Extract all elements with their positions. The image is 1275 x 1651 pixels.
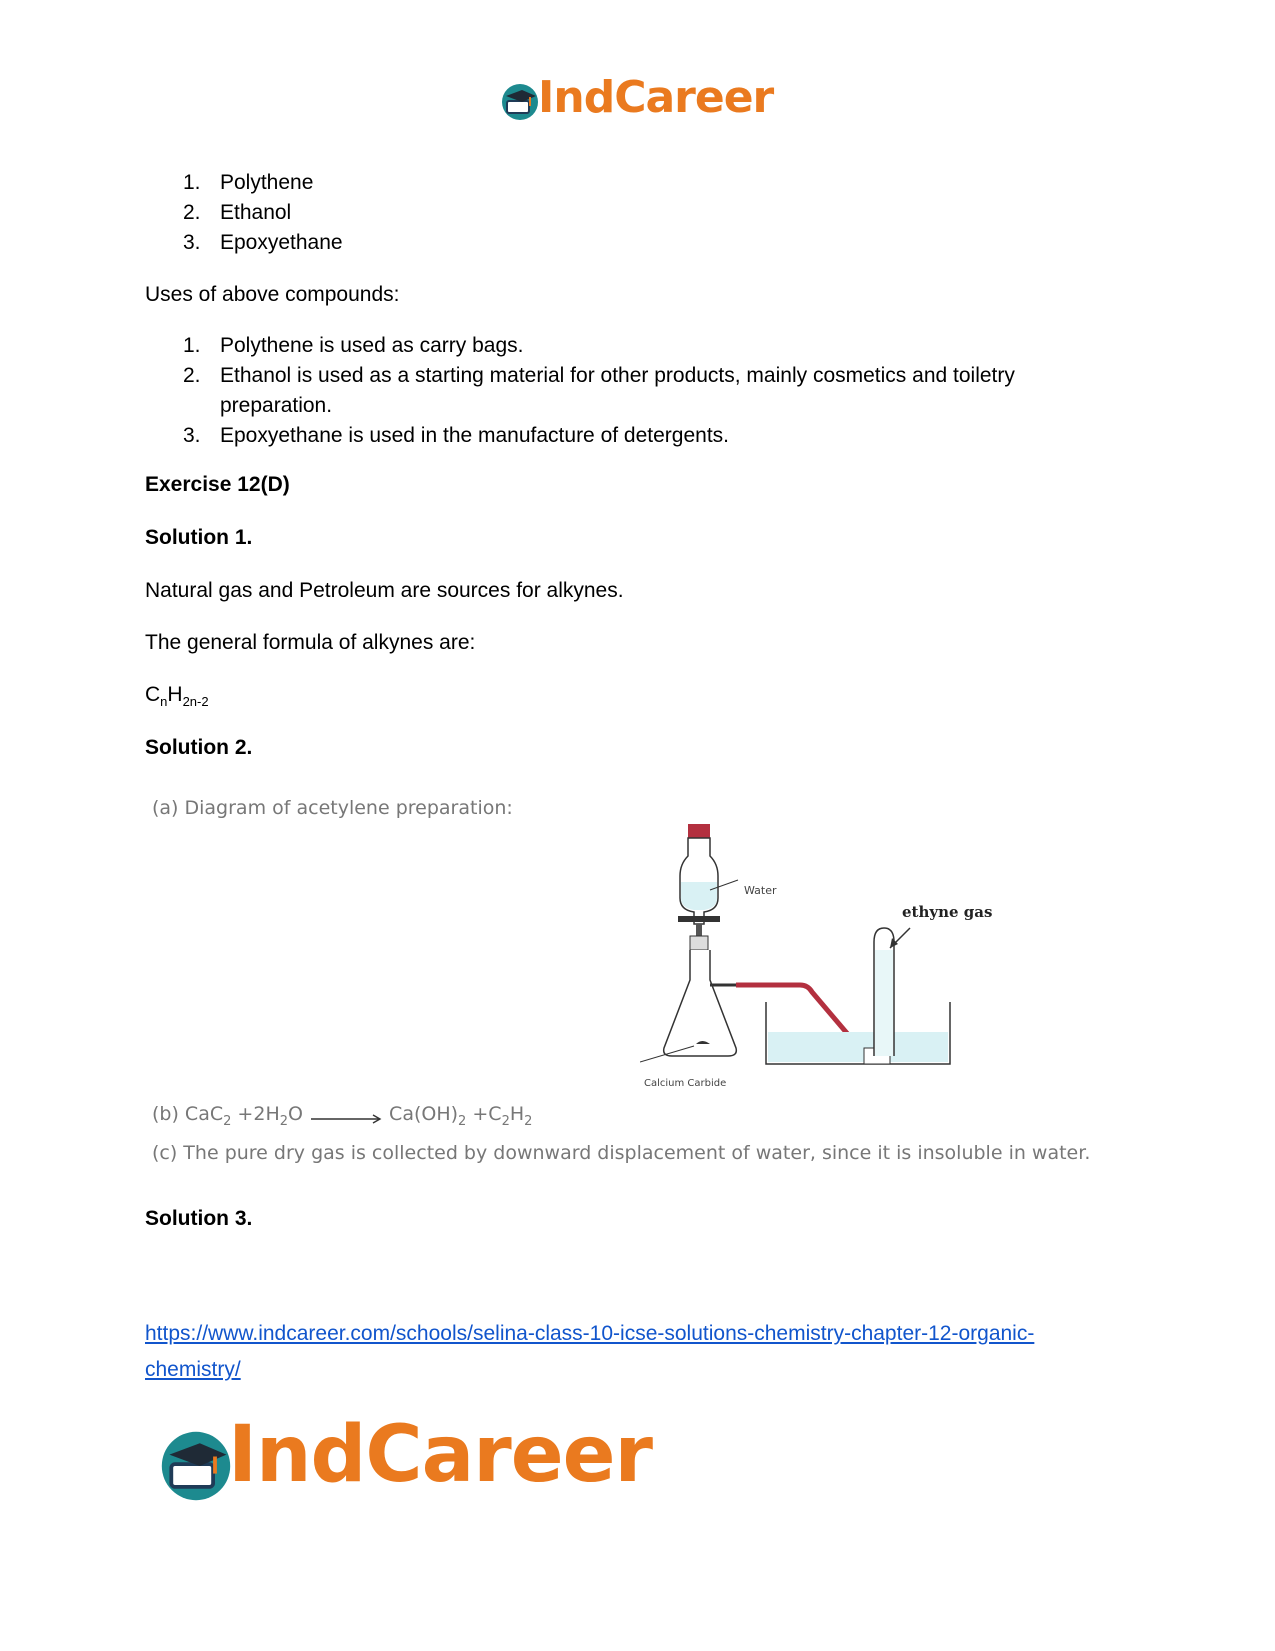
trough-water: [768, 1032, 948, 1062]
reaction-equation: (b) $CaC_2 +2H_2O$ $Ca(OH)_2 +C_2H_2$: [152, 1103, 533, 1129]
exercise-title: Exercise 12(D): [145, 473, 290, 496]
reaction-arrow-icon: [309, 1105, 383, 1125]
conical-flask: [664, 950, 737, 1056]
dropping-funnel: [680, 838, 718, 924]
diagram-caption: (a) Diagram of acetylene preparation:: [152, 797, 513, 819]
solution-3-title: Solution 3.: [145, 1207, 253, 1230]
logo-wordmark: IndCareer: [228, 1410, 652, 1500]
calcium-carbide-label: Calcium Carbide: [644, 1078, 727, 1089]
solution-1-title: Solution 1.: [145, 526, 253, 549]
list-item: 2. Ethanol: [183, 201, 292, 224]
list-item-continuation: preparation.: [220, 394, 333, 417]
stopcock: [678, 916, 720, 922]
graduation-cap-book-icon: [158, 1428, 234, 1504]
list-item: 3. Epoxyethane: [183, 231, 343, 254]
solution-1-text: Natural gas and Petroleum are sources for alkynes.: [145, 579, 624, 602]
general-formula: $C_nH_{2n-2}$: [145, 683, 209, 710]
graduation-cap-book-icon: [500, 82, 540, 122]
list-item: 1. Polythene: [183, 171, 314, 194]
ethyne-gas-label: ethyne gas: [902, 903, 993, 921]
acetylene-apparatus-diagram: [640, 820, 1020, 1100]
compound-list: [145, 168, 343, 258]
footer-logo: [158, 1410, 718, 1510]
solution-2-title: Solution 2.: [145, 736, 253, 759]
uses-list: [145, 331, 1015, 451]
funnel-water: [681, 882, 717, 910]
uses-heading: Uses of above compounds:: [145, 283, 400, 306]
funnel-stopper: [688, 824, 710, 838]
source-url-link[interactable]: https://www.indcareer.com/schools/selina-class-10-icse-solutions-chemistry-chapter-12-organic- chemistry/: [145, 1322, 1035, 1381]
logo-wordmark: IndCareer: [538, 72, 774, 123]
list-item: 2. Ethanol is used as a starting material for other products, mainly cosmetics and toiletry: [183, 364, 1015, 387]
list-item: 1. Polythene is used as carry bags.: [183, 334, 524, 357]
solution-1-formula-intro: The general formula of alkynes are:: [145, 631, 476, 654]
list-item: 3. Epoxyethane is used in the manufacture of detergents.: [183, 424, 729, 447]
water-label: Water: [744, 884, 777, 897]
collection-method: (c) The pure dry gas is collected by downward displacement of water, since it is insoluble in water.: [152, 1142, 1091, 1164]
